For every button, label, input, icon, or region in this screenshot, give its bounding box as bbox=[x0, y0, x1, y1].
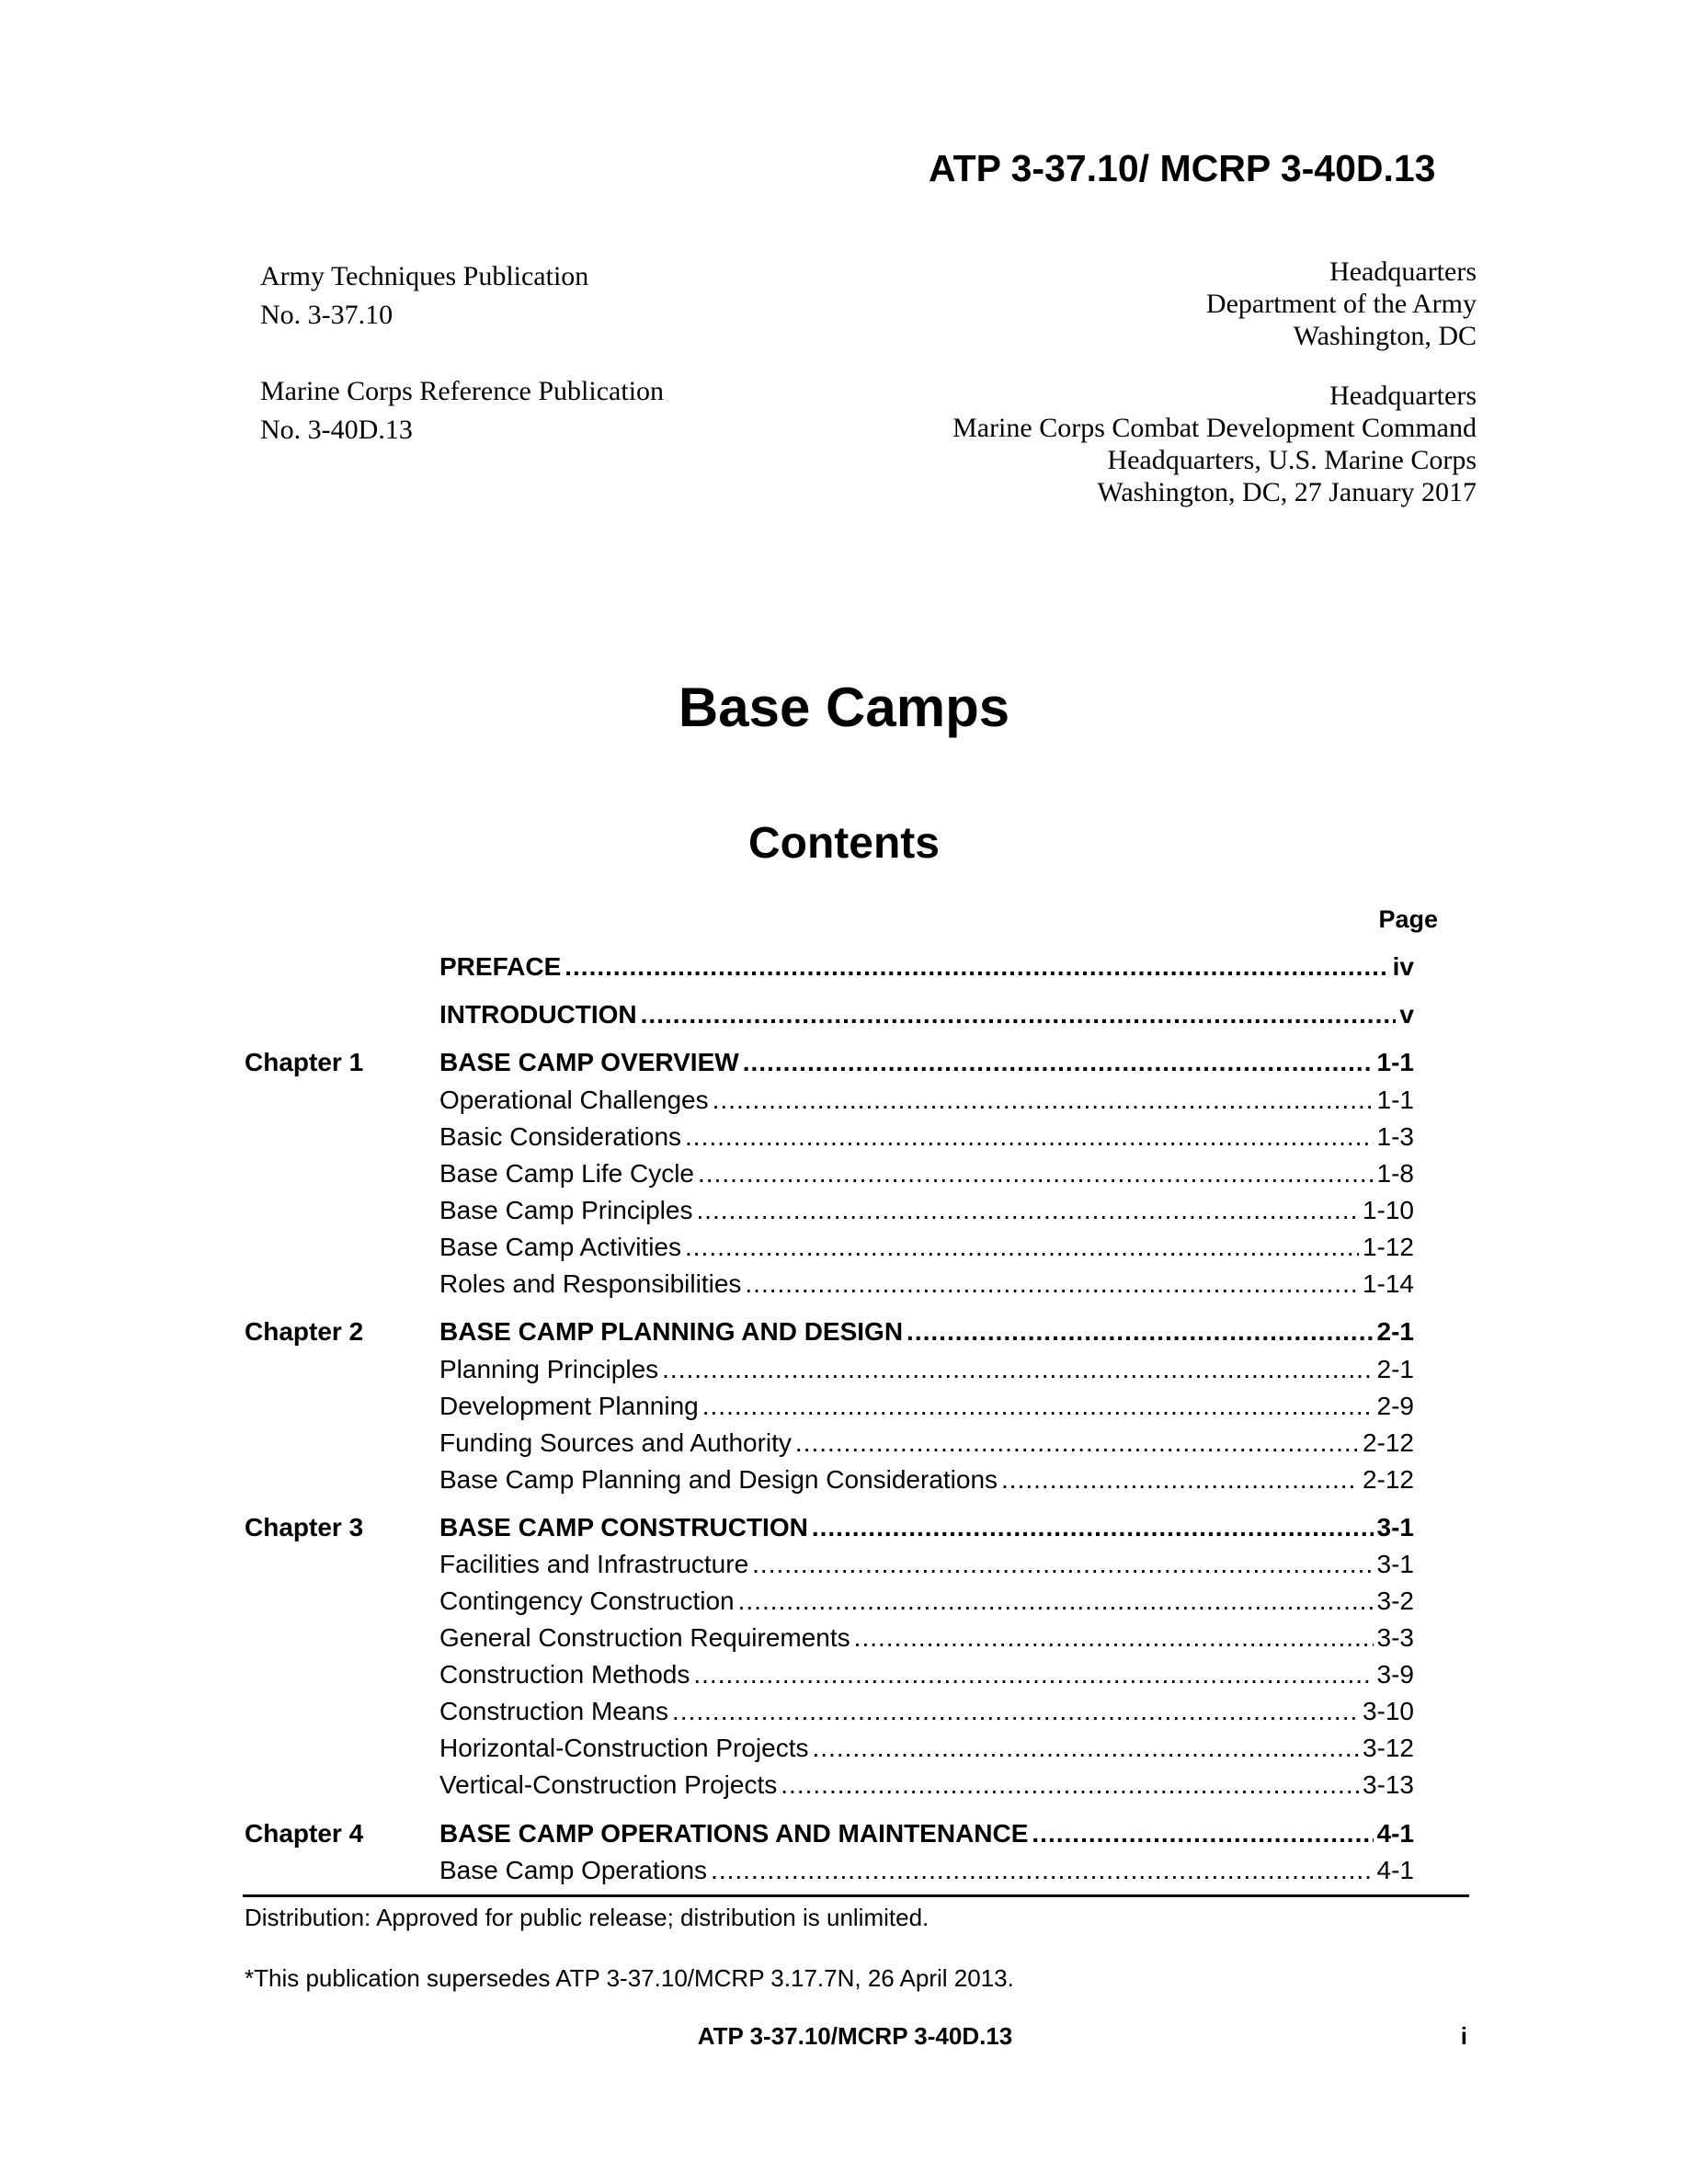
toc-entry[interactable] bbox=[0, 996, 1688, 1033]
toc-entry[interactable] bbox=[0, 1546, 1688, 1583]
toc-entry-line bbox=[439, 1229, 1414, 1266]
toc-dot-leader bbox=[812, 1509, 1374, 1546]
toc-entry[interactable] bbox=[0, 1155, 1688, 1192]
toc-page-number: 3-9 bbox=[1376, 1660, 1414, 1689]
toc-entry-line bbox=[439, 1462, 1414, 1498]
toc-page-number: 2-1 bbox=[1376, 1355, 1414, 1383]
toc-entry-title: General Construction Requirements bbox=[439, 1623, 850, 1652]
document-id-header: ATP 3-37.10/ MCRP 3-40D.13 bbox=[929, 147, 1436, 189]
toc-entry-title: Funding Sources and Authority bbox=[439, 1428, 792, 1457]
toc-entry-line bbox=[439, 1693, 1414, 1730]
toc-entry-line bbox=[439, 1044, 1414, 1081]
army-department-line: Department of the Army bbox=[1205, 289, 1477, 319]
toc-entry-title: Basic Considerations bbox=[439, 1122, 682, 1151]
marine-hq-line: Headquarters bbox=[1329, 381, 1477, 411]
toc-entry-line bbox=[439, 1620, 1414, 1656]
toc-entry-title: Construction Means bbox=[439, 1697, 669, 1725]
toc-entry-line bbox=[439, 1730, 1414, 1767]
footer-page-number: i bbox=[1460, 2022, 1467, 2050]
toc-page-number: 4-1 bbox=[1376, 1819, 1414, 1848]
toc-entry[interactable] bbox=[0, 1082, 1688, 1119]
document-title: Base Camps bbox=[678, 677, 1010, 738]
toc-entry[interactable] bbox=[0, 1852, 1688, 1889]
toc-entry[interactable] bbox=[0, 1767, 1688, 1803]
toc-page-number: 3-13 bbox=[1362, 1770, 1414, 1799]
toc-entry-line bbox=[439, 1082, 1414, 1119]
marine-publication-block bbox=[260, 372, 664, 449]
toc-entry-line bbox=[439, 1583, 1414, 1620]
toc-entry-title: Horizontal-Construction Projects bbox=[439, 1734, 809, 1762]
army-publication-title: Army Techniques Publication bbox=[260, 261, 589, 291]
toc-page-number: 3-2 bbox=[1376, 1587, 1414, 1615]
toc-page-number: 1-14 bbox=[1362, 1269, 1414, 1298]
toc-dot-leader bbox=[641, 996, 1397, 1033]
toc-dot-leader bbox=[752, 1546, 1373, 1583]
toc-chapter-label: Chapter 2 bbox=[245, 1317, 364, 1346]
toc-dot-leader bbox=[738, 1583, 1374, 1620]
toc-chapter-label: Chapter 1 bbox=[245, 1048, 364, 1076]
supersedes-statement: *This publication supersedes ATP 3-37.10/MCRP 3.17.7N, 26 April 2013. bbox=[245, 1964, 1014, 1992]
page-column-label: Page bbox=[1378, 905, 1438, 933]
toc-dot-leader bbox=[745, 1266, 1359, 1302]
toc-page-number: 1-12 bbox=[1362, 1233, 1414, 1261]
toc-entry-title: Planning Principles bbox=[439, 1355, 659, 1383]
toc-dot-leader bbox=[1001, 1462, 1359, 1498]
toc-entry-line bbox=[439, 1155, 1414, 1192]
toc-entry[interactable] bbox=[0, 1656, 1688, 1693]
toc-entry-title: Facilities and Infrastructure bbox=[439, 1550, 749, 1578]
toc-page-number: 2-9 bbox=[1376, 1392, 1414, 1420]
toc-dot-leader bbox=[565, 949, 1388, 985]
toc-entry[interactable] bbox=[0, 1119, 1688, 1155]
toc-dot-leader bbox=[813, 1730, 1359, 1767]
toc-dot-leader bbox=[711, 1852, 1373, 1889]
toc-entry-line bbox=[439, 1852, 1414, 1889]
toc-entry-title: BASE CAMP OPERATIONS AND MAINTENANCE bbox=[439, 1819, 1029, 1848]
toc-entry-line bbox=[439, 1388, 1414, 1425]
toc-page-number: 3-10 bbox=[1362, 1697, 1414, 1725]
toc-entry-line bbox=[439, 949, 1414, 985]
toc-entry-title: PREFACE bbox=[439, 952, 562, 981]
toc-entry[interactable] bbox=[0, 1388, 1688, 1425]
toc-entry-title: Base Camp Operations bbox=[439, 1856, 708, 1884]
toc-entry[interactable] bbox=[0, 1229, 1688, 1266]
toc-dot-leader bbox=[743, 1044, 1374, 1081]
toc-entry-title: Vertical-Construction Projects bbox=[439, 1770, 778, 1799]
army-headquarters-block bbox=[833, 256, 1477, 352]
toc-entry-title: Development Planning bbox=[439, 1392, 699, 1420]
toc-entry-line bbox=[439, 1192, 1414, 1229]
marine-location-date-line: Washington, DC, 27 January 2017 bbox=[1097, 477, 1477, 507]
toc-entry-title: Base Camp Activities bbox=[439, 1233, 681, 1261]
toc-dot-leader bbox=[702, 1388, 1374, 1425]
army-location-line: Washington, DC bbox=[1293, 321, 1477, 351]
toc-entry-title: Construction Methods bbox=[439, 1660, 690, 1689]
toc-entry[interactable] bbox=[0, 1583, 1688, 1620]
toc-page-number: 4-1 bbox=[1376, 1856, 1414, 1884]
toc-entry-line bbox=[439, 1815, 1414, 1852]
toc-entry-line bbox=[439, 1266, 1414, 1302]
toc-entry[interactable] bbox=[0, 949, 1688, 985]
toc-entry-title: INTRODUCTION bbox=[439, 1000, 637, 1029]
distribution-statement: Distribution: Approved for public release; distribution is unlimited. bbox=[245, 1904, 930, 1931]
toc-page-number: iv bbox=[1392, 952, 1414, 981]
toc-entry-line bbox=[439, 1351, 1414, 1388]
toc-entry[interactable] bbox=[0, 1693, 1688, 1730]
toc-entry[interactable] bbox=[0, 1620, 1688, 1656]
toc-dot-leader bbox=[685, 1229, 1359, 1266]
toc-entry-title: Operational Challenges bbox=[439, 1086, 709, 1114]
toc-entry-line bbox=[439, 1546, 1414, 1583]
marine-hq-usmc-line: Headquarters, U.S. Marine Corps bbox=[1107, 445, 1477, 475]
toc-entry-title: BASE CAMP PLANNING AND DESIGN bbox=[439, 1317, 904, 1346]
marine-publication-title: Marine Corps Reference Publication bbox=[260, 376, 665, 406]
toc-entry-title: Base Camp Planning and Design Considerations bbox=[439, 1465, 998, 1494]
toc-chapter-label: Chapter 3 bbox=[245, 1513, 364, 1541]
army-publication-number: No. 3-37.10 bbox=[260, 300, 393, 330]
toc-dot-leader bbox=[698, 1155, 1374, 1192]
toc-dot-leader bbox=[672, 1693, 1359, 1730]
toc-page-number: 1-8 bbox=[1376, 1159, 1414, 1188]
toc-entry[interactable] bbox=[0, 1425, 1688, 1462]
toc-entry-title: Roles and Responsibilities bbox=[439, 1269, 742, 1298]
toc-entry[interactable] bbox=[0, 1314, 1688, 1350]
toc-entry-title: Contingency Construction bbox=[439, 1587, 735, 1615]
toc-dot-leader bbox=[795, 1425, 1359, 1462]
toc-entry-title: BASE CAMP OVERVIEW bbox=[439, 1048, 739, 1076]
army-publication-block bbox=[260, 257, 588, 335]
toc-dot-leader bbox=[781, 1767, 1359, 1803]
toc-page-number: 3-1 bbox=[1376, 1550, 1414, 1578]
toc-entry[interactable] bbox=[0, 1192, 1688, 1229]
toc-chapter-label: Chapter 4 bbox=[245, 1819, 364, 1848]
toc-entry-line bbox=[439, 1425, 1414, 1462]
toc-entry-line bbox=[439, 996, 1414, 1033]
toc-page-number: 3-1 bbox=[1376, 1513, 1414, 1541]
toc-entry-line bbox=[439, 1119, 1414, 1155]
marine-headquarters-block bbox=[833, 380, 1477, 508]
toc-entry[interactable] bbox=[0, 1730, 1688, 1767]
toc-entry[interactable] bbox=[0, 1462, 1688, 1498]
toc-page-number: 3-3 bbox=[1376, 1623, 1414, 1652]
toc-entry-line bbox=[439, 1509, 1414, 1546]
toc-entry-line bbox=[439, 1767, 1414, 1803]
toc-dot-leader bbox=[696, 1192, 1359, 1229]
toc-dot-leader bbox=[907, 1314, 1373, 1350]
toc-page-number: 3-12 bbox=[1362, 1734, 1414, 1762]
toc-page-number: 1-1 bbox=[1376, 1086, 1414, 1114]
toc-entry[interactable] bbox=[0, 1815, 1688, 1852]
toc-page-number: 1-10 bbox=[1362, 1196, 1414, 1224]
toc-page-number: 1-1 bbox=[1376, 1048, 1414, 1076]
toc-entry[interactable] bbox=[0, 1509, 1688, 1546]
toc-entry-title: Base Camp Life Cycle bbox=[439, 1159, 695, 1188]
toc-entry-line bbox=[439, 1656, 1414, 1693]
toc-entry-line bbox=[439, 1314, 1414, 1350]
toc-dot-leader bbox=[713, 1082, 1374, 1119]
toc-page-number: v bbox=[1399, 1000, 1414, 1029]
toc-entry[interactable] bbox=[0, 1266, 1688, 1302]
toc-dot-leader bbox=[1032, 1815, 1373, 1852]
army-hq-line: Headquarters bbox=[1329, 256, 1477, 287]
toc-page-number: 2-12 bbox=[1362, 1428, 1414, 1457]
contents-heading: Contents bbox=[748, 819, 940, 868]
toc-dot-leader bbox=[854, 1620, 1374, 1656]
toc-entry[interactable] bbox=[0, 1351, 1688, 1388]
marine-command-line: Marine Corps Combat Development Command bbox=[952, 413, 1477, 443]
toc-entry[interactable] bbox=[0, 1044, 1688, 1081]
toc-entry-title: BASE CAMP CONSTRUCTION bbox=[439, 1513, 808, 1541]
footer-divider bbox=[243, 1894, 1469, 1897]
toc-page-number: 2-12 bbox=[1362, 1465, 1414, 1494]
toc-dot-leader bbox=[685, 1119, 1374, 1155]
toc-dot-leader bbox=[662, 1351, 1373, 1388]
marine-publication-number: No. 3-40D.13 bbox=[260, 415, 413, 445]
toc-page-number: 1-3 bbox=[1376, 1122, 1414, 1151]
footer-document-id: ATP 3-37.10/MCRP 3-40D.13 bbox=[697, 2022, 1013, 2050]
toc-page-number: 2-1 bbox=[1376, 1317, 1414, 1346]
toc-entry-title: Base Camp Principles bbox=[439, 1196, 693, 1224]
toc-dot-leader bbox=[693, 1656, 1373, 1693]
